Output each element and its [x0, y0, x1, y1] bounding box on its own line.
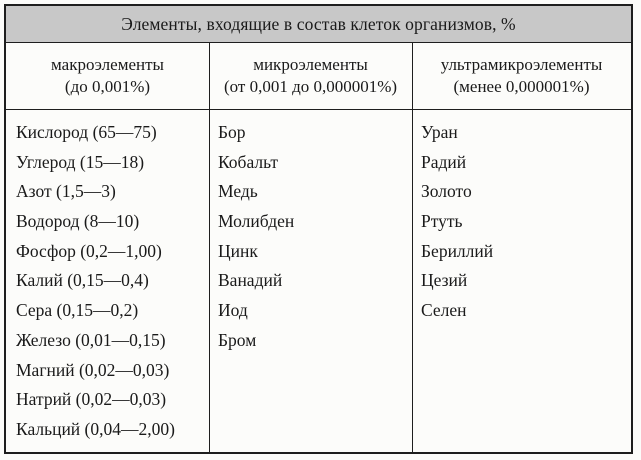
table-title: Элементы, входящие в состав клеток организмов, % [6, 6, 631, 43]
ultramicro-element: Ртуть [421, 211, 463, 232]
macro-element: Железо (0,01—0,15) [16, 329, 166, 350]
ultramicro-element: Радий [421, 151, 467, 172]
macro-element: Азот (1,5—3) [16, 181, 116, 202]
ultramicro-element: Бериллий [421, 240, 494, 261]
ultramicro-element: Цезий [421, 270, 468, 291]
macro-element: Углерод (15—18) [16, 151, 145, 172]
micro-element: Цинк [218, 240, 258, 261]
macro-element: Водород (8—10) [16, 211, 140, 232]
micro-element: Иод [218, 300, 248, 321]
ultramicro-element: Золото [421, 181, 472, 202]
header-ultramicro-name: ультрамикроэлементы [440, 55, 603, 74]
macro-element: Магний (0,02—0,03) [16, 359, 170, 380]
table-header-row [6, 43, 631, 110]
micro-element: Ванадий [218, 270, 283, 291]
header-micro [209, 43, 412, 109]
elements-table [4, 4, 633, 454]
macro-list [16, 118, 175, 445]
micro-list [218, 118, 294, 356]
macro-element: Сера (0,15—0,2) [16, 300, 139, 321]
header-micro-range: (от 0,001 до 0,000001%) [223, 77, 398, 96]
macro-element: Кальций (0,04—2,00) [16, 418, 175, 439]
micro-element: Бор [218, 122, 246, 142]
micro-element: Кобальт [218, 151, 279, 172]
column-divider [209, 43, 210, 452]
macro-element: Кислород (65—75) [16, 122, 157, 142]
macro-element: Калий (0,15—0,4) [16, 270, 149, 291]
header-ultramicro [412, 43, 631, 109]
header-macro-name: макроэлементы [51, 55, 164, 74]
micro-element: Молибден [218, 211, 295, 232]
macro-element: Натрий (0,02—0,03) [16, 389, 167, 410]
header-macro [6, 43, 209, 109]
ultramicro-element: Уран [421, 122, 458, 142]
micro-element: Медь [218, 181, 258, 202]
micro-element: Бром [218, 329, 257, 350]
macro-element: Фосфор (0,2—1,00) [16, 240, 162, 261]
ultramicro-list [421, 118, 493, 326]
header-macro-range: (до 0,001%) [64, 77, 151, 96]
column-divider [412, 43, 413, 452]
header-micro-name: микроэлементы [253, 55, 368, 74]
ultramicro-element: Селен [421, 300, 467, 321]
header-ultramicro-range: (менее 0,000001%) [453, 77, 590, 96]
